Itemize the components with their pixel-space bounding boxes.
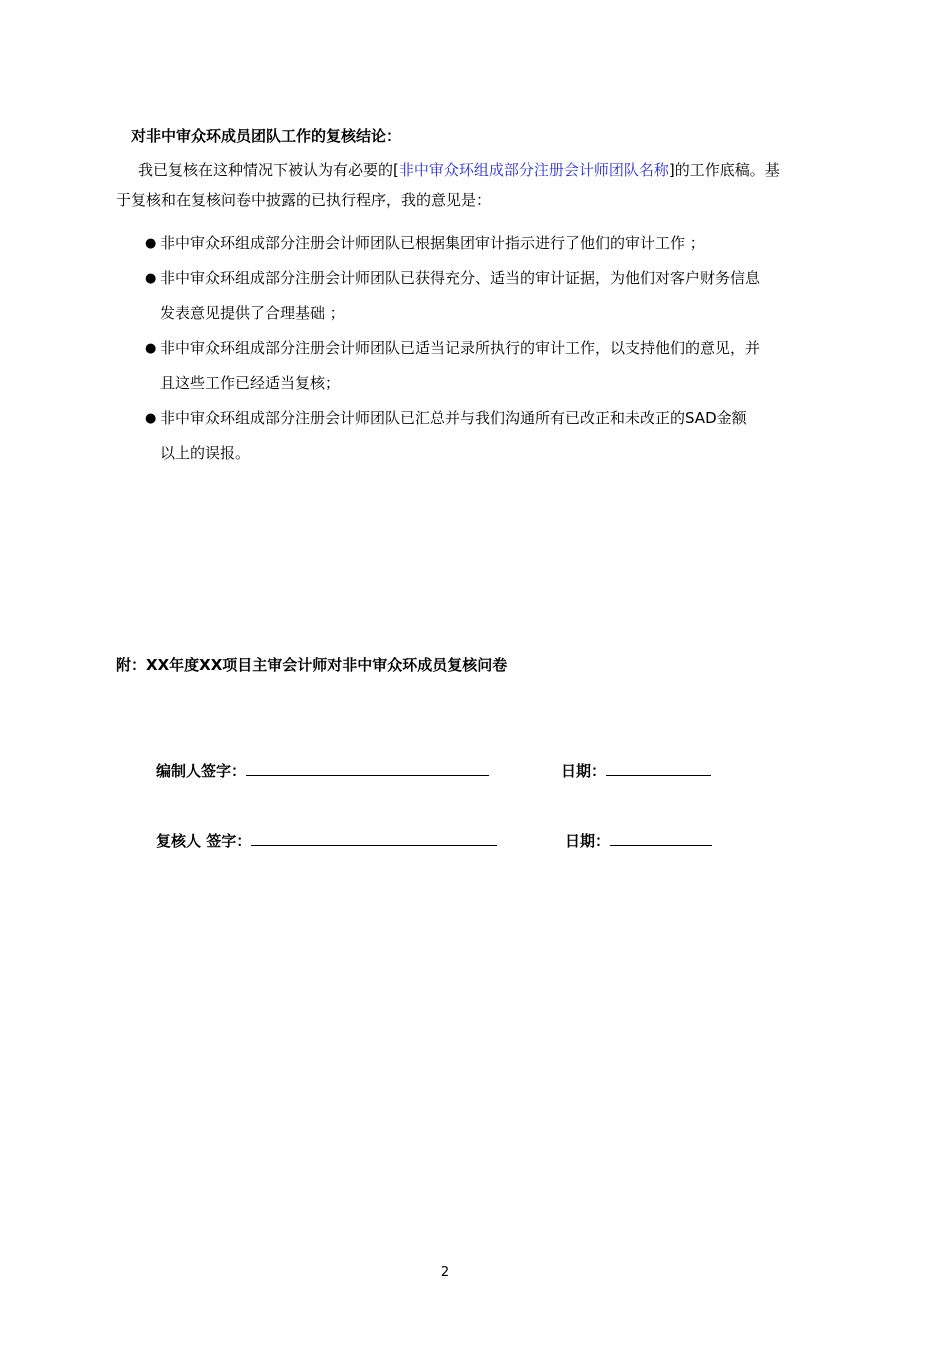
list-item — [145, 261, 845, 331]
reviewer-label: 复核人 签字： — [156, 832, 252, 850]
intro-line-1 — [116, 155, 861, 185]
list-item-line: 以上的误报。 — [160, 444, 251, 462]
list-item-line: 非中审众环组成部分注册会计师团队已汇总并与我们沟通所有已改正和未改正的SAD金额 — [160, 409, 747, 427]
preparer-signature — [156, 760, 489, 781]
intro-text-before: 我已复核在这种情况下被认为有必要的[ — [138, 161, 399, 179]
list-item-line: 且这些工作已经适当复核； — [160, 374, 341, 392]
list-item-line: 非中审众环组成部分注册会计师团队已适当记录所执行的审计工作，以支持他们的意见，并 — [160, 339, 761, 357]
list-item-line: 非中审众环组成部分注册会计师团队已根据集团审计指示进行了他们的审计工作 ； — [160, 234, 705, 252]
list-item — [145, 331, 845, 401]
conclusion-list — [145, 226, 845, 471]
bullet-icon: ● — [145, 411, 157, 426]
reviewer-signature-line[interactable] — [251, 830, 497, 846]
date-label: 日期： — [565, 832, 611, 850]
list-item — [145, 226, 845, 261]
preparer-date — [561, 760, 711, 781]
list-item-line: 非中审众环组成部分注册会计师团队已获得充分、适当的审计证据，为他们对客户财务信息 — [160, 269, 761, 287]
team-name-placeholder: 非中审众环组成部分注册会计师团队名称 — [398, 161, 669, 179]
reviewer-date-line[interactable] — [610, 830, 712, 846]
preparer-label: 编制人签字： — [156, 762, 247, 780]
section-heading: 对非中审众环成员团队工作的复核结论： — [131, 127, 402, 145]
preparer-signature-line[interactable] — [246, 760, 489, 776]
reviewer-date — [565, 830, 712, 851]
bullet-icon: ● — [145, 271, 157, 286]
preparer-date-line[interactable] — [606, 760, 711, 776]
intro-line-2: 于复核和在复核问卷中披露的已执行程序，我的意见是： — [116, 191, 492, 209]
reviewer-signature — [156, 830, 497, 851]
page-number: 2 — [440, 1265, 450, 1280]
list-item-line: 发表意见提供了合理基础 ； — [160, 304, 345, 322]
intro-text-after: ]的工作底稿。基 — [668, 161, 780, 179]
intro-paragraph — [116, 155, 861, 215]
list-item — [145, 401, 845, 471]
bullet-icon: ● — [145, 236, 157, 251]
bullet-icon: ● — [145, 341, 157, 356]
date-label: 日期： — [561, 762, 607, 780]
appendix-title: 附：XX年度XX项目主审会计师对非中审众环成员复核问卷 — [116, 656, 508, 674]
